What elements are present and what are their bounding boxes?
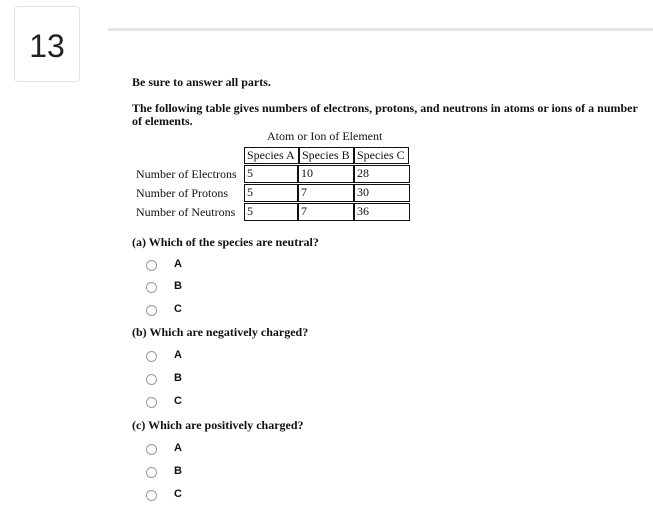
part-c-prompt: (c) Which are positively charged?	[132, 418, 304, 432]
table-cell: 5	[244, 203, 298, 221]
option-label: B	[174, 372, 182, 384]
table-cell: 10	[298, 165, 354, 183]
option-label: A	[174, 258, 182, 270]
radio-button[interactable]	[146, 374, 157, 385]
table-cell: 30	[354, 184, 410, 202]
option-label: B	[174, 280, 182, 292]
table-cell: 7	[298, 203, 354, 221]
radio-button[interactable]	[146, 351, 157, 362]
question-number: 13	[29, 28, 65, 64]
progress-divider	[108, 28, 653, 31]
table-caption: Atom or Ion of Element	[267, 129, 383, 143]
part-a-prompt: (a) Which of the species are neutral?	[132, 235, 319, 249]
table-header-species-a: Species A	[244, 147, 299, 164]
radio-button[interactable]	[146, 397, 157, 408]
table-cell: 5	[244, 165, 298, 183]
question-number-box	[14, 6, 80, 82]
option-label: C	[174, 488, 182, 500]
radio-button[interactable]	[146, 444, 157, 455]
radio-button[interactable]	[146, 260, 157, 271]
table-cell: 36	[354, 203, 410, 221]
option-label: C	[174, 395, 182, 407]
table-header-species-c: Species C	[354, 147, 409, 164]
option-label: A	[174, 349, 182, 361]
part-b-prompt: (b) Which are negatively charged?	[132, 325, 309, 339]
row-label-neutrons: Number of Neutrons	[136, 205, 236, 219]
option-label: C	[174, 303, 182, 315]
table-cell: 28	[354, 165, 410, 183]
option-label: B	[174, 465, 182, 477]
radio-button[interactable]	[146, 282, 157, 293]
instructions-text: Be sure to answer all parts.	[132, 75, 271, 89]
row-label-protons: Number of Protons	[136, 186, 228, 200]
radio-button[interactable]	[146, 305, 157, 316]
question-description: The following table gives numbers of electrons, protons, and neutrons in atoms or ions of a number of elements.	[132, 101, 638, 128]
radio-button[interactable]	[146, 490, 157, 501]
radio-button[interactable]	[146, 467, 157, 478]
table-header-species-b: Species B	[299, 147, 354, 164]
table-cell: 5	[244, 184, 298, 202]
row-label-electrons: Number of Electrons	[136, 167, 237, 181]
option-label: A	[174, 442, 182, 454]
table-cell: 7	[298, 184, 354, 202]
